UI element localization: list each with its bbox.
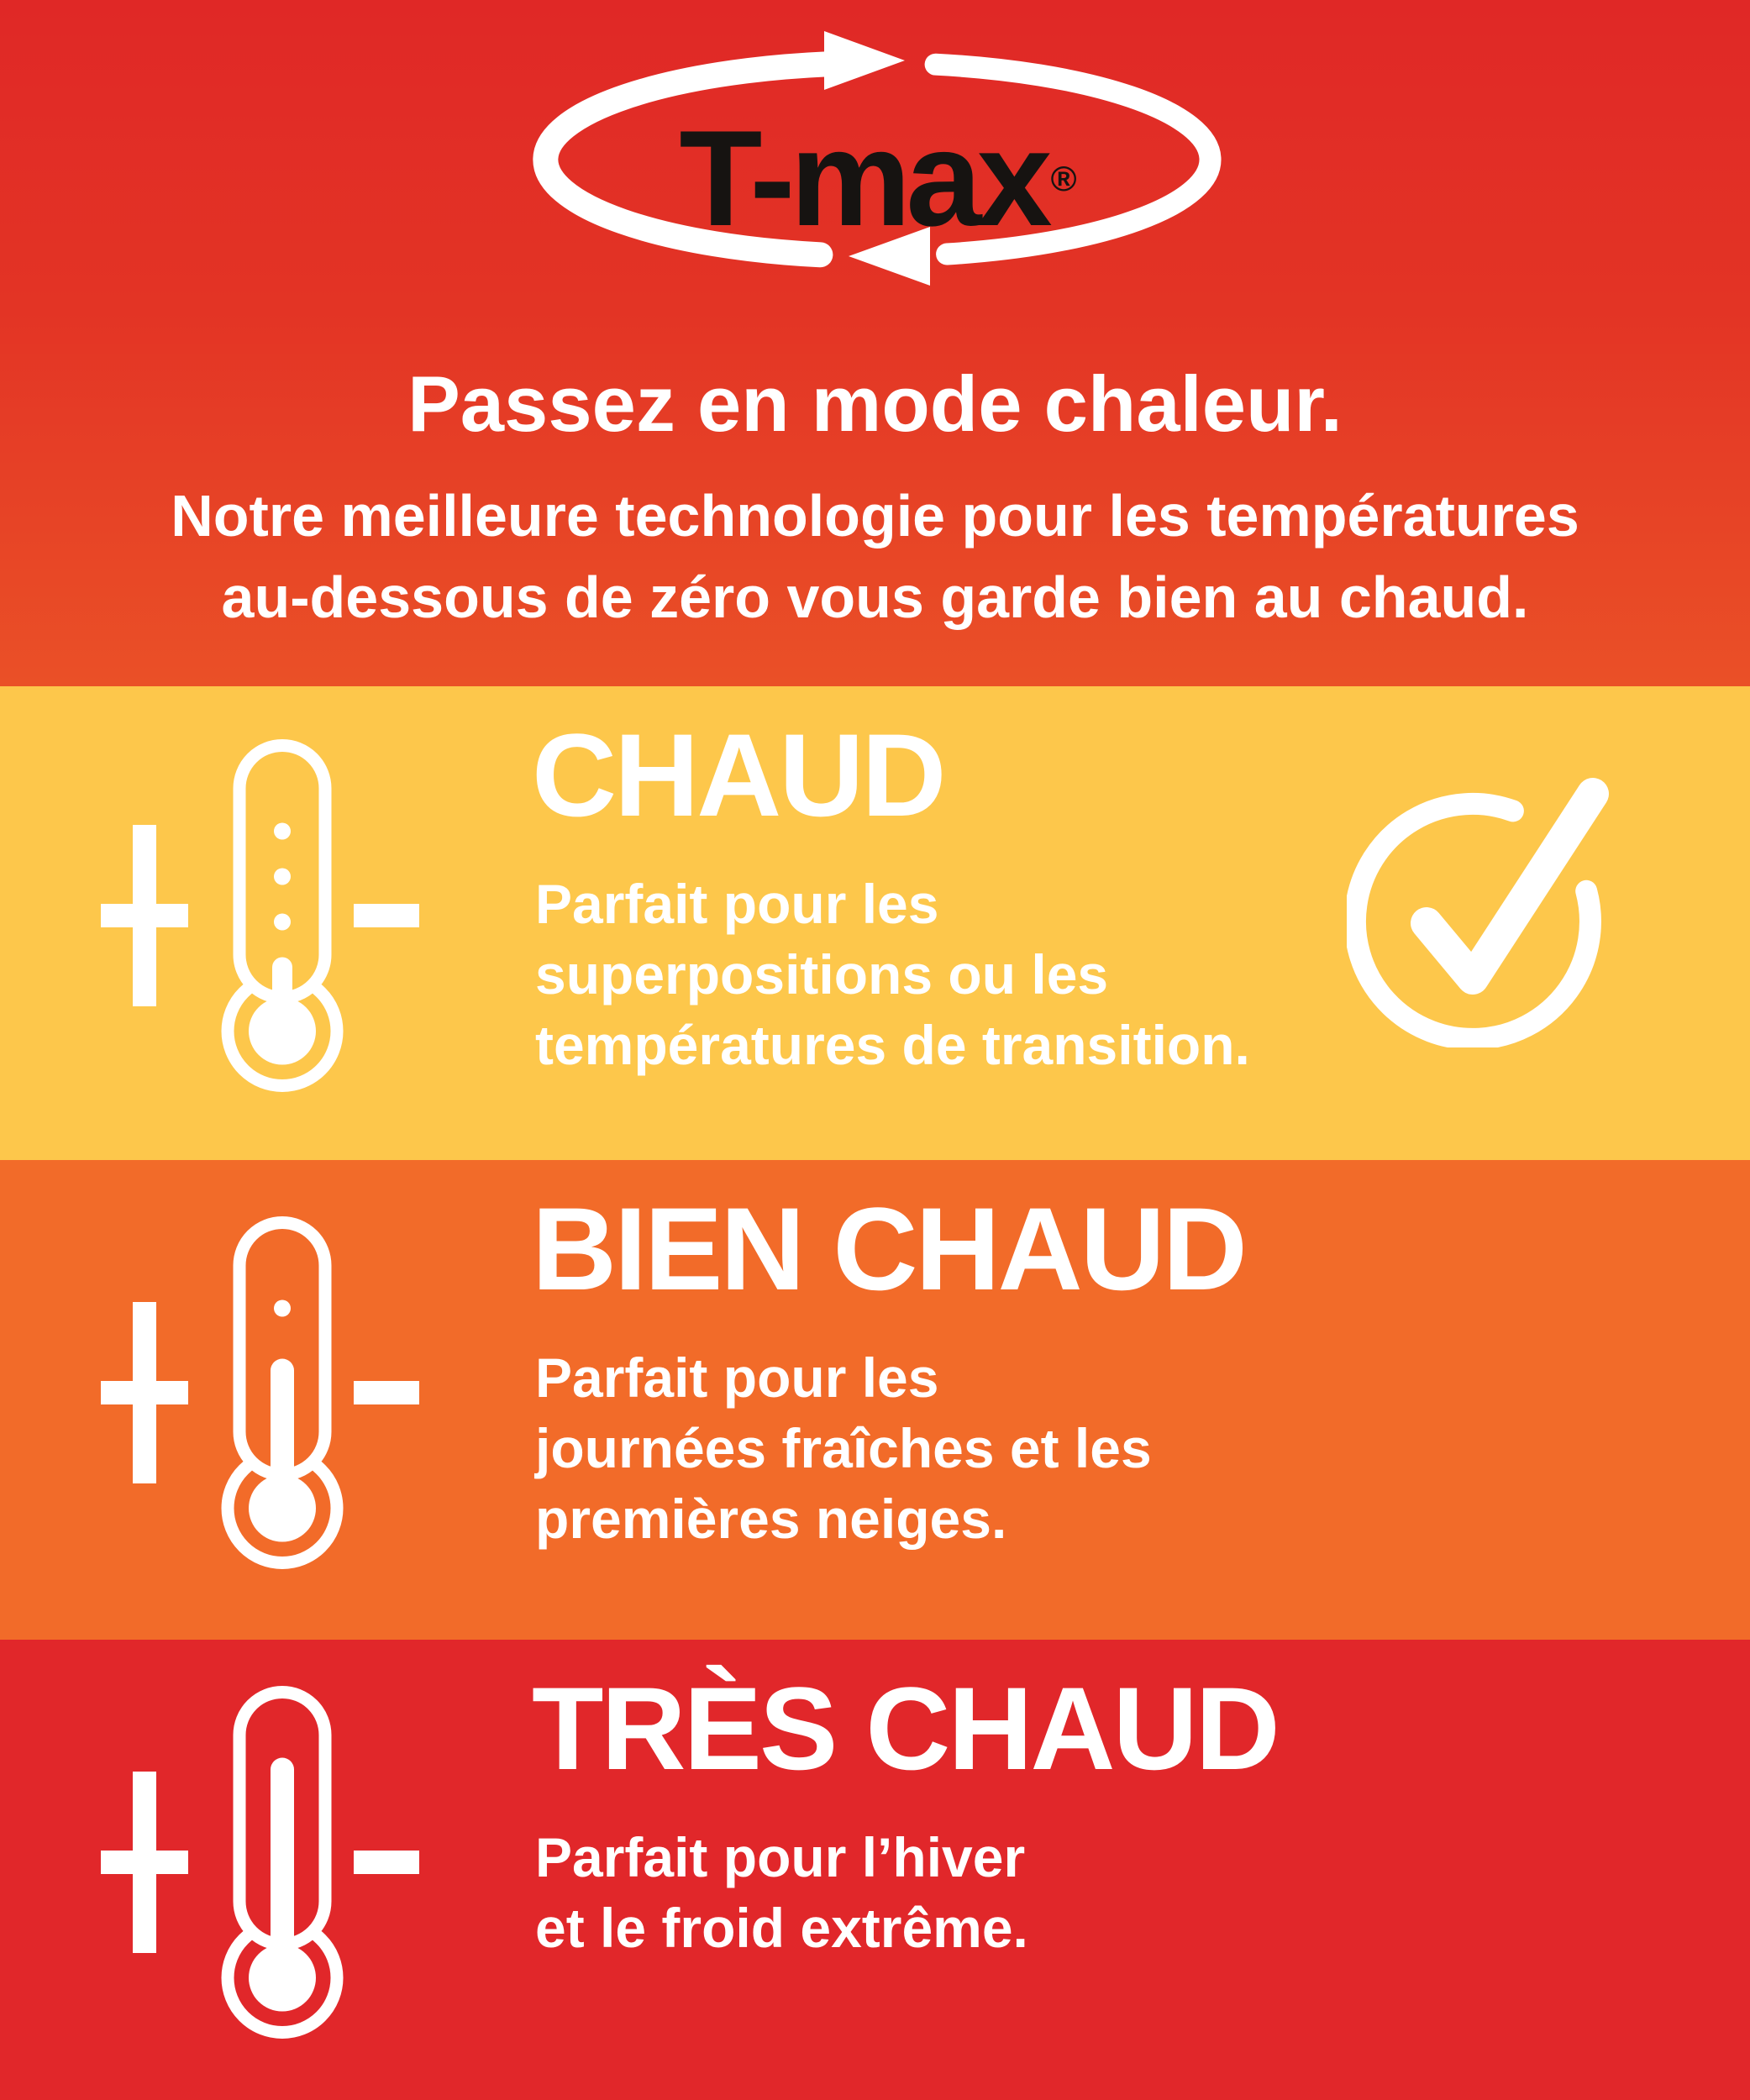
subheadline-line: Notre meilleure technologie pour les températures bbox=[171, 483, 1579, 549]
header-section bbox=[0, 0, 1750, 686]
subheadline bbox=[0, 475, 1750, 638]
thermometer-medium-icon bbox=[218, 1214, 346, 1571]
minus-icon bbox=[354, 1381, 419, 1404]
description-line: et le froid extrême. bbox=[535, 1897, 1028, 1959]
brand-logo bbox=[525, 21, 1231, 290]
subheadline-line: au-dessous de zéro vous garde bien au chaud. bbox=[221, 564, 1529, 630]
thermometer-high-icon bbox=[218, 1684, 346, 2041]
band-title: TRÈS CHAUD bbox=[532, 1662, 1278, 1794]
logo-wordmark: T-max bbox=[679, 102, 1048, 255]
description-line: journées fraîches et les bbox=[535, 1417, 1152, 1479]
description-line: premières neiges. bbox=[535, 1488, 1007, 1550]
description-line: températures de transition. bbox=[535, 1014, 1250, 1076]
description-line: Parfait pour les bbox=[535, 1347, 939, 1409]
band-description bbox=[535, 1342, 1152, 1554]
minus-icon bbox=[354, 904, 419, 927]
checkmark-circle-icon bbox=[1347, 762, 1632, 1047]
thermometer-low-icon bbox=[218, 738, 346, 1095]
band-title: CHAUD bbox=[532, 709, 944, 841]
description-line: Parfait pour les bbox=[535, 873, 939, 935]
plus-horizontal-bar bbox=[101, 904, 188, 927]
plus-icon bbox=[101, 825, 188, 1006]
plus-icon bbox=[101, 1772, 188, 1953]
band-chaud bbox=[0, 686, 1750, 1160]
headline: Passez en mode chaleur. bbox=[407, 360, 1343, 448]
plus-horizontal-bar bbox=[101, 1851, 188, 1874]
band-bien-chaud bbox=[0, 1160, 1750, 1640]
band-title: BIEN CHAUD bbox=[532, 1183, 1245, 1315]
band-tres-chaud bbox=[0, 1640, 1750, 2100]
minus-icon bbox=[354, 1851, 419, 1874]
description-line: Parfait pour l’hiver bbox=[535, 1826, 1026, 1888]
description-line: superpositions ou les bbox=[535, 943, 1109, 1005]
plus-icon bbox=[101, 1302, 188, 1483]
band-description bbox=[535, 1822, 1028, 1963]
plus-horizontal-bar bbox=[101, 1381, 188, 1404]
logo-text bbox=[525, 21, 1231, 290]
registered-trademark: ® bbox=[1050, 159, 1077, 198]
band-description bbox=[535, 869, 1250, 1080]
